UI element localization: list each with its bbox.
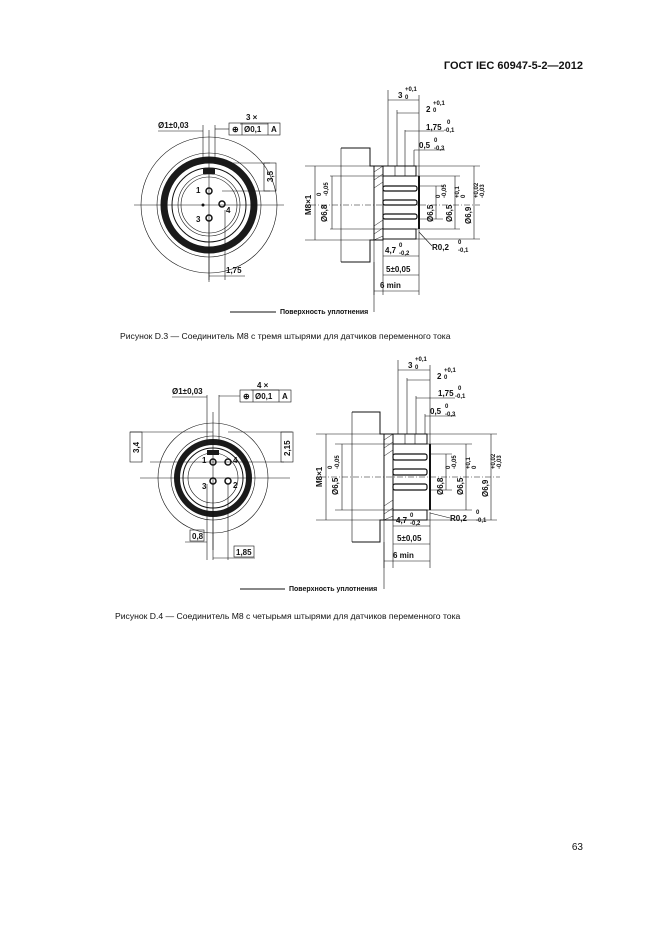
d3-dim-05-tol-up: 0 [434, 138, 438, 144]
d4-dim-right: 2,15 [283, 440, 292, 456]
d3-dia-65b-tol-up: +0,1 [455, 186, 461, 198]
d3-dia-65: Ø6,5 [426, 204, 435, 222]
d4-position-symbol: ⊕ [243, 392, 250, 401]
d4-dia-68-tol-up: 0 [446, 465, 452, 469]
d3-dia-69-tol-low: -0,03 [480, 184, 486, 198]
d4-frame-tolerance: Ø0,1 [255, 392, 273, 401]
d4-dim-2: 2 [437, 372, 442, 381]
d4-radius-tol-up: 0 [476, 510, 480, 516]
d4-diameter-tolerance: Ø1±0,03 [172, 387, 203, 396]
d4-dia-65b: Ø6,5 [456, 477, 465, 495]
figure-d3-caption: Рисунок D.3 — Соединитель М8 с тремя штырями для датчиков переменного тока [120, 331, 451, 341]
d4-dim-05-tol-low: -0,3 [445, 412, 456, 418]
d4-dim-bottom-right: 1,85 [236, 548, 252, 557]
d4-dia-69-tol-up: +0,02 [491, 453, 497, 469]
d4-pin-label-2: 2 [233, 481, 238, 490]
d4-dim-175-tol-up: 0 [458, 386, 462, 392]
d3-dim-47-tol-low: -0,2 [399, 251, 410, 257]
d3-diameter-tolerance: Ø1±0,03 [158, 121, 189, 130]
d4-dim-5: 5±0,05 [397, 534, 422, 543]
d4-dim-05-tol-up: 0 [445, 404, 449, 410]
d4-dia-65b-tol-up: +0,1 [466, 457, 472, 469]
d4-dim-47-tol-up: 0 [410, 513, 414, 519]
figure-d3-drawing [0, 0, 661, 340]
d3-dim-6: 6 min [380, 281, 401, 290]
d4-dia-68: Ø6,8 [436, 477, 445, 495]
d4-dia-65b-tol-low: 0 [472, 465, 478, 469]
d3-dia-65-tol-low: -0,05 [442, 184, 448, 198]
d3-dim-47-tol-up: 0 [399, 243, 403, 249]
d4-dim-175: 1,75 [438, 389, 454, 398]
d4-dia-65-tol-low: -0,05 [335, 455, 341, 469]
d4-dia-68-tol-low: -0,05 [452, 455, 458, 469]
d4-thread: M8×1 [315, 466, 324, 487]
d3-dim-05-tol-low: -0,3 [434, 146, 445, 152]
d4-dia-69: Ø6,9 [481, 479, 490, 497]
d4-pin-label-4: 4 [233, 456, 238, 465]
d4-surface-label: Поверхность уплотнения [289, 586, 378, 593]
d3-radius-tol-low: -0,1 [458, 248, 469, 254]
d3-dia-68-tol-low: -0,05 [324, 182, 330, 196]
d4-pin-label-1: 1 [202, 456, 207, 465]
d4-dim-bottom-left: 0,8 [192, 532, 204, 541]
d3-dim-175-tol-up: 0 [447, 120, 451, 126]
d3-dia-65b: Ø6,5 [445, 204, 454, 222]
figure-d4-caption: Рисунок D.4 — Соединитель М8 с четырьмя штырями для датчиков переменного тока [115, 611, 461, 621]
d3-dia-65-tol-up: 0 [436, 194, 442, 198]
d3-dia-69: Ø6,9 [464, 206, 473, 224]
d3-dim-2-tol-up: +0,1 [433, 101, 445, 107]
d3-radius: R0,2 [432, 243, 449, 252]
page-number: 63 [571, 842, 583, 853]
d4-dia-69-tol-low: -0,03 [497, 455, 503, 469]
d3-dim-bottom: 1,75 [226, 266, 242, 275]
d4-front-view [130, 381, 293, 560]
d4-dim-175-tol-low: -0,1 [455, 394, 466, 400]
d3-dia-68-tol-up: 0 [317, 192, 323, 196]
d3-dim-05: 0,5 [419, 141, 431, 150]
d4-dim-6: 6 min [393, 551, 414, 560]
d4-dim-47: 4,7 [396, 516, 408, 525]
d3-dim-3: 3 [398, 91, 403, 100]
d3-dim-5: 5±0,05 [386, 265, 411, 274]
d3-pin-label-1: 1 [196, 186, 201, 195]
d3-dim-3-tol-low: 0 [405, 95, 409, 101]
d4-dim-2-tol-up: +0,1 [444, 368, 456, 374]
d3-pin-label-3: 3 [196, 215, 201, 224]
d4-dim-47-tol-low: -0,2 [410, 521, 421, 527]
d4-dim-2-tol-low: 0 [444, 375, 448, 381]
d4-dia-65-tol-up: 0 [328, 465, 334, 469]
d3-front-view [134, 113, 284, 282]
d4-radius-tol-low: -0,1 [476, 518, 487, 524]
d3-pin-label-4: 4 [226, 206, 231, 215]
d3-dia-65b-tol-low: 0 [461, 194, 467, 198]
d4-dim-3: 3 [408, 361, 413, 370]
d3-dia-69-tol-up: +0,02 [474, 182, 480, 198]
d3-dim-2: 2 [426, 105, 431, 114]
d3-position-symbol: ⊕ [232, 125, 239, 134]
d3-radius-tol-up: 0 [458, 240, 462, 246]
d4-pin-label-3: 3 [202, 482, 207, 491]
d4-pin-count: 4 × [257, 381, 269, 390]
d3-dim-47: 4,7 [385, 246, 397, 255]
d3-dim-right: 3,5 [266, 170, 275, 182]
document-header: ГОСТ IEC 60947-5-2—2012 [443, 60, 583, 72]
d4-dia-65: Ø6,5 [331, 477, 340, 495]
d3-datum: A [271, 125, 277, 134]
d4-radius: R0,2 [450, 514, 467, 523]
d3-side-view [230, 87, 486, 316]
d3-dim-175-tol-low: -0,1 [444, 128, 455, 134]
d4-dim-05: 0,5 [430, 407, 442, 416]
d3-frame-tolerance: Ø0,1 [244, 125, 262, 134]
figure-d4-drawing [0, 350, 661, 630]
d3-thread: M8×1 [304, 194, 313, 215]
d4-datum: A [282, 392, 288, 401]
d3-dim-2-tol-low: 0 [433, 108, 437, 114]
d4-dim-3-tol-up: +0,1 [415, 357, 427, 363]
d3-pin-count: 3 × [246, 113, 258, 122]
d4-dim-left: 3,4 [132, 441, 141, 453]
d3-surface-label: Поверхность уплотнения [280, 309, 369, 316]
d4-side-view [240, 357, 503, 593]
d3-dim-175: 1,75 [426, 123, 442, 132]
d4-dim-3-tol-low: 0 [415, 365, 419, 371]
d3-dia-68: Ø6,8 [320, 204, 329, 222]
d3-dim-3-tol-up: +0,1 [405, 87, 417, 93]
